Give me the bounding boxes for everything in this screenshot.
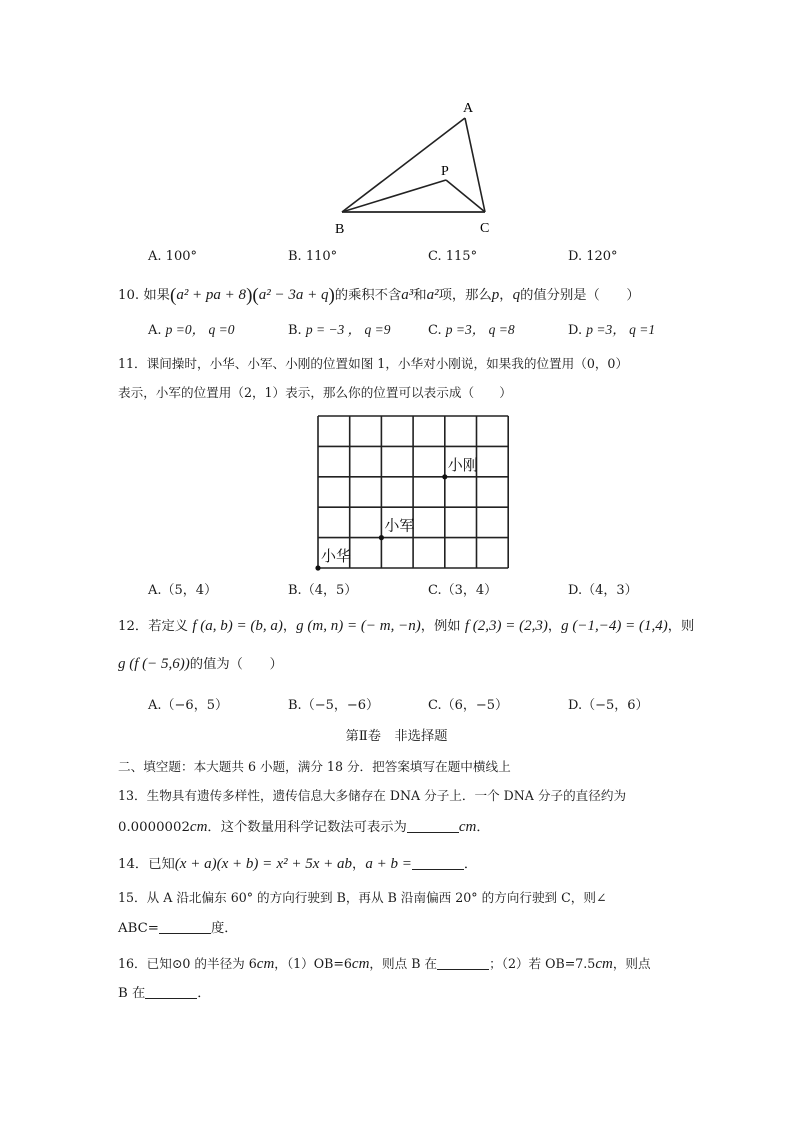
question-text: B 在 — [118, 986, 146, 1001]
question-text: ， — [352, 857, 366, 872]
question-text: ，例如 — [420, 619, 461, 634]
q9-option-d[interactable] — [568, 248, 618, 266]
q10-option-a[interactable] — [148, 321, 235, 340]
q12-option-b[interactable] — [288, 697, 379, 715]
q11-option-d[interactable] — [568, 582, 638, 600]
q11-option-c[interactable] — [428, 582, 497, 600]
answer-blank[interactable] — [145, 985, 197, 999]
option-text: p =3， q =8 — [445, 322, 515, 337]
section-heading: 二、填空题：本大题共 6 小题，满分 18 分．把答案填写在题中横线上 — [118, 759, 511, 774]
vertex-label-c: C — [480, 221, 490, 236]
math-expression: f (2,3) = (2,3) — [464, 618, 548, 634]
question-text: ，则 — [667, 619, 695, 634]
q11-option-a[interactable] — [148, 582, 217, 600]
unit: cm — [256, 956, 275, 972]
position-grid — [312, 410, 517, 575]
option-letter: A. — [148, 323, 162, 338]
question-15-line-1: 15．从 A 沿北偏东 60° 的方向行驶到 B，再从 B 沿南偏西 20° 的方向行驶到 C，则∠ — [118, 890, 607, 905]
q9-option-b[interactable] — [288, 248, 337, 266]
question-text: 已知⊙0 的半径为 6 — [146, 956, 257, 971]
question-text: ，则点 B 在 — [369, 956, 438, 971]
option-text: 110° — [305, 249, 338, 264]
option-letter: D. — [568, 698, 583, 713]
question-text: ．这个数量用科学记数法可表示为 — [207, 820, 407, 835]
option-text: （4，5） — [301, 583, 358, 598]
option-text: 115° — [445, 249, 478, 264]
answer-blank[interactable] — [159, 920, 211, 934]
answer-blank[interactable] — [407, 819, 459, 833]
option-letter: B. — [288, 249, 302, 264]
option-letter: C. — [428, 583, 442, 598]
q12-option-d[interactable] — [568, 697, 649, 715]
option-letter: A. — [148, 583, 162, 598]
option-letter: D. — [568, 583, 583, 598]
paren-close: )( — [246, 285, 259, 306]
option-text: （4，3） — [582, 583, 638, 598]
math-expression: f (a, b) = (b, a) — [192, 618, 283, 634]
question-15-line-2 — [118, 920, 238, 938]
question-text: 的值为（ ） — [189, 657, 283, 672]
option-text: （−6，5） — [161, 698, 228, 713]
question-text: ABC= — [118, 921, 159, 936]
question-text: ， — [547, 619, 562, 634]
math-expression: a² − 3a + q — [258, 287, 329, 303]
question-16-line-1 — [118, 955, 651, 973]
option-letter: D. — [568, 249, 583, 264]
unit: cm — [189, 819, 208, 835]
option-text: （−5，−6） — [301, 698, 380, 713]
math-expression: g (m, n) = (− m, −n) — [296, 618, 421, 634]
math-expression: a + b = — [365, 856, 412, 872]
question-text: ． — [476, 820, 490, 835]
triangle-figure — [330, 95, 510, 240]
answer-blank[interactable] — [412, 856, 464, 870]
question-text: 的乘积不含 — [334, 288, 402, 303]
q10-option-c[interactable] — [428, 321, 515, 340]
option-text: （5，4） — [161, 583, 218, 598]
unit: cm — [458, 819, 477, 835]
question-text: ，则点 — [612, 956, 651, 971]
unit: cm — [351, 956, 370, 972]
option-letter: C. — [428, 323, 442, 338]
option-letter: D. — [568, 323, 583, 338]
paren-open: ( — [169, 285, 177, 306]
question-number: 10. — [118, 288, 140, 303]
math-term: a² — [426, 287, 439, 303]
question-16-line-2 — [118, 985, 211, 1003]
question-text: 若定义 — [148, 619, 189, 634]
question-number: 14． — [118, 857, 149, 872]
q9-option-c[interactable] — [428, 248, 477, 266]
question-text: ；（2）若 OB=7.5 — [489, 956, 596, 971]
vertex-label-b: B — [335, 222, 345, 237]
q12-option-a[interactable] — [148, 697, 228, 715]
unit: cm — [595, 956, 613, 972]
question-number: 12． — [118, 619, 149, 634]
grid-point — [315, 565, 320, 570]
math-term: a³ — [401, 287, 414, 303]
math-expression: x² + 5x + ab — [276, 856, 353, 872]
option-letter: B. — [288, 583, 302, 598]
section-title: 第Ⅱ卷 非选择题 — [345, 729, 448, 744]
question-text: ， — [282, 619, 297, 634]
math-var: p — [491, 287, 500, 303]
question-14 — [118, 855, 477, 874]
option-letter: A. — [148, 249, 162, 264]
question-text: 已知 — [148, 857, 175, 872]
option-letter: C. — [428, 249, 442, 264]
question-text: 和 — [413, 288, 427, 303]
q10-option-d[interactable] — [568, 321, 655, 340]
math-expression: g (f (− 5,6)) — [118, 656, 190, 672]
option-letter: B. — [288, 323, 302, 338]
vertex-label-a: A — [463, 101, 474, 116]
option-text: p = −3 ， q =9 — [305, 322, 391, 337]
question-11-line-2: 表示，小军的位置用（2，1）表示，那么你的位置可以表示成（ ） — [118, 385, 512, 400]
option-letter: A. — [148, 698, 162, 713]
q9-option-a[interactable] — [148, 248, 197, 266]
paren-close: ) — [328, 285, 335, 306]
question-11-line-1: 11．课间操时，小华、小军、小刚的位置如图 1，小华对小刚说，如果我的位置用（0，0） — [118, 356, 629, 371]
numeric-value: 0.0000002 — [118, 820, 190, 835]
question-number: 16． — [118, 956, 147, 971]
option-text: （3，4） — [441, 583, 498, 598]
answer-blank[interactable] — [437, 956, 489, 970]
q11-option-b[interactable] — [288, 582, 357, 600]
question-13-line-2 — [118, 818, 490, 837]
grid-point-label: 小刚 — [447, 455, 478, 474]
question-12-line-1 — [118, 617, 694, 636]
q12-option-c[interactable] — [428, 697, 508, 715]
question-text: 的值分别是（ ） — [520, 288, 640, 303]
grid-point — [379, 535, 384, 540]
math-expression: (x + a)(x + b) = — [174, 856, 273, 872]
vertex-label-p: P — [441, 164, 449, 179]
edge-bp — [342, 180, 446, 212]
option-text: （6，−5） — [441, 698, 509, 713]
q10-option-b[interactable] — [288, 321, 391, 340]
option-text: 100° — [165, 249, 197, 264]
grid-point-label: 小华 — [321, 547, 352, 565]
question-text: ． — [463, 857, 478, 872]
option-text: p =3， q =1 — [586, 322, 656, 337]
question-13-line-1: 13．生物具有遗传多样性，遗传信息大多储存在 DNA 分子上．一个 DNA 分子的直径约为 — [118, 788, 627, 803]
option-text: 120° — [586, 249, 618, 264]
question-10 — [118, 286, 640, 305]
option-letter: B. — [288, 698, 302, 713]
math-expression: g (−1,−4) = (1,4) — [561, 618, 668, 634]
option-text: p =0， q =0 — [165, 322, 235, 337]
grid-point — [442, 474, 447, 479]
question-text: ， — [499, 288, 513, 303]
question-text: 度． — [210, 921, 238, 936]
question-text: 如果 — [143, 288, 170, 303]
question-12-line-2 — [118, 655, 283, 674]
math-expression: a² + pa + 8 — [176, 287, 247, 303]
option-text: （−5，6） — [582, 698, 649, 713]
question-text: 项，那么 — [438, 288, 492, 303]
question-text: ． — [197, 986, 211, 1001]
math-var: q — [512, 287, 521, 303]
option-letter: C. — [428, 698, 442, 713]
question-text: ，（1）OB=6 — [274, 956, 352, 971]
grid-point-label: 小军 — [384, 516, 415, 535]
